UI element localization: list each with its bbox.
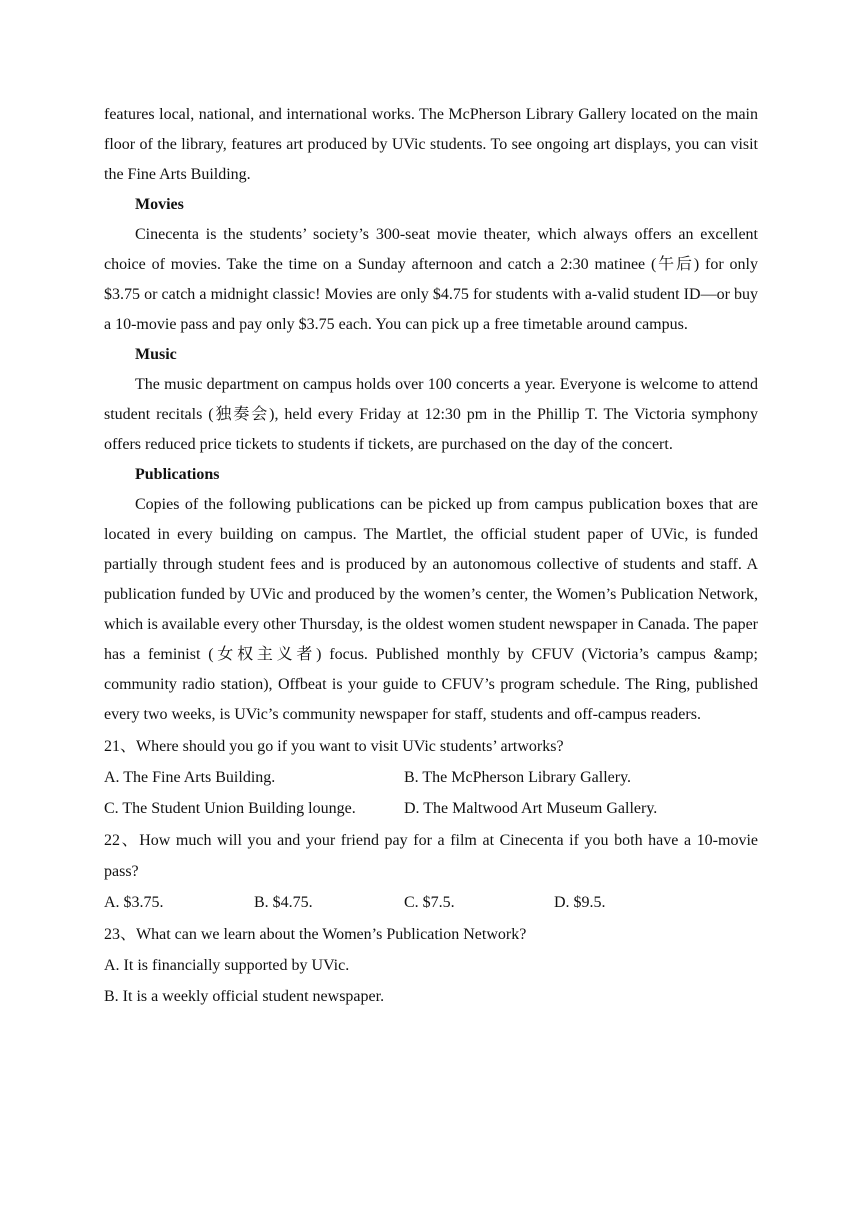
section-body-music: The music department on campus holds over 100 concerts a year. Everyone is welcome to attend student recitals (独奏会), held every Friday at 12:30 pm in the Phillip T. The Victoria symphony offers reduced price tickets to students if tickets, are purchased on the day of the concert.	[104, 376, 758, 453]
question-21-options-row-2	[104, 793, 758, 824]
section-heading-movies: Movies	[135, 196, 184, 213]
question-23-option-b: B. It is a weekly official student newspaper.	[104, 988, 385, 1005]
section-body-movies: Cinecenta is the students’ society’s 300-seat movie theater, which always offers an excellent choice of movies. Take the time on a Sunday afternoon and catch a 2:30 matinee (午后) for only $3.75 or catch a midnight classic! Movies are only $4.75 for students with a-valid student ID—or buy a 10-movie pass and pay only $3.75 each. You can pick up a free timetable around campus.	[104, 226, 758, 333]
question-21-option-b: B. The McPherson Library Gallery.	[404, 769, 632, 786]
question-23-option-a: A. It is financially supported by UVic.	[104, 957, 350, 974]
question-21-option-d: D. The Maltwood Art Museum Gallery.	[404, 800, 658, 817]
question-22-option-c: C. $7.5.	[404, 894, 455, 911]
section-body-publications: Copies of the following publications can be picked up from campus publication boxes that are located in every building on campus. The Martlet, the official student paper of UVic, is funded partially through student fees and is produced by an autonomous collective of students and staff. A publication funded by UVic and produced by the women’s center, the Women’s Publication Network, which is available every other Thursday, is the oldest women student newspaper in Canada. The paper has a feminist (女权主义者) focus. Published monthly by CFUV (Victoria’s campus &amp; community radio station), Offbeat is your guide to CFUV’s program schedule. The Ring, published every two weeks, is UVic’s community newspaper for staff, students and off-campus readers.	[104, 496, 758, 723]
section-heading-music: Music	[135, 346, 177, 363]
question-22-option-b: B. $4.75.	[254, 894, 313, 911]
question-22: 22、How much will you and your friend pay for a film at Cinecenta if you both have a 10-movie pass?	[104, 832, 758, 880]
passage-intro-continuation: features local, national, and international works. The McPherson Library Gallery located on the main floor of the library, features art produced by UVic students. To see ongoing art displays, you can visit the Fine Arts Building.	[104, 106, 758, 183]
section-heading-publications: Publications	[135, 466, 220, 483]
question-21-options-row-1	[104, 762, 758, 793]
question-23: 23、What can we learn about the Women’s Publication Network?	[104, 926, 527, 943]
question-21-option-a: A. The Fine Arts Building.	[104, 769, 276, 786]
question-21-option-c: C. The Student Union Building lounge.	[104, 800, 356, 817]
question-21: 21、Where should you go if you want to visit UVic students’ artworks?	[104, 738, 564, 755]
question-22-option-d: D. $9.5.	[554, 894, 606, 911]
document-page	[104, 100, 758, 1012]
question-22-option-a: A. $3.75.	[104, 894, 164, 911]
question-22-options-row	[104, 887, 758, 918]
